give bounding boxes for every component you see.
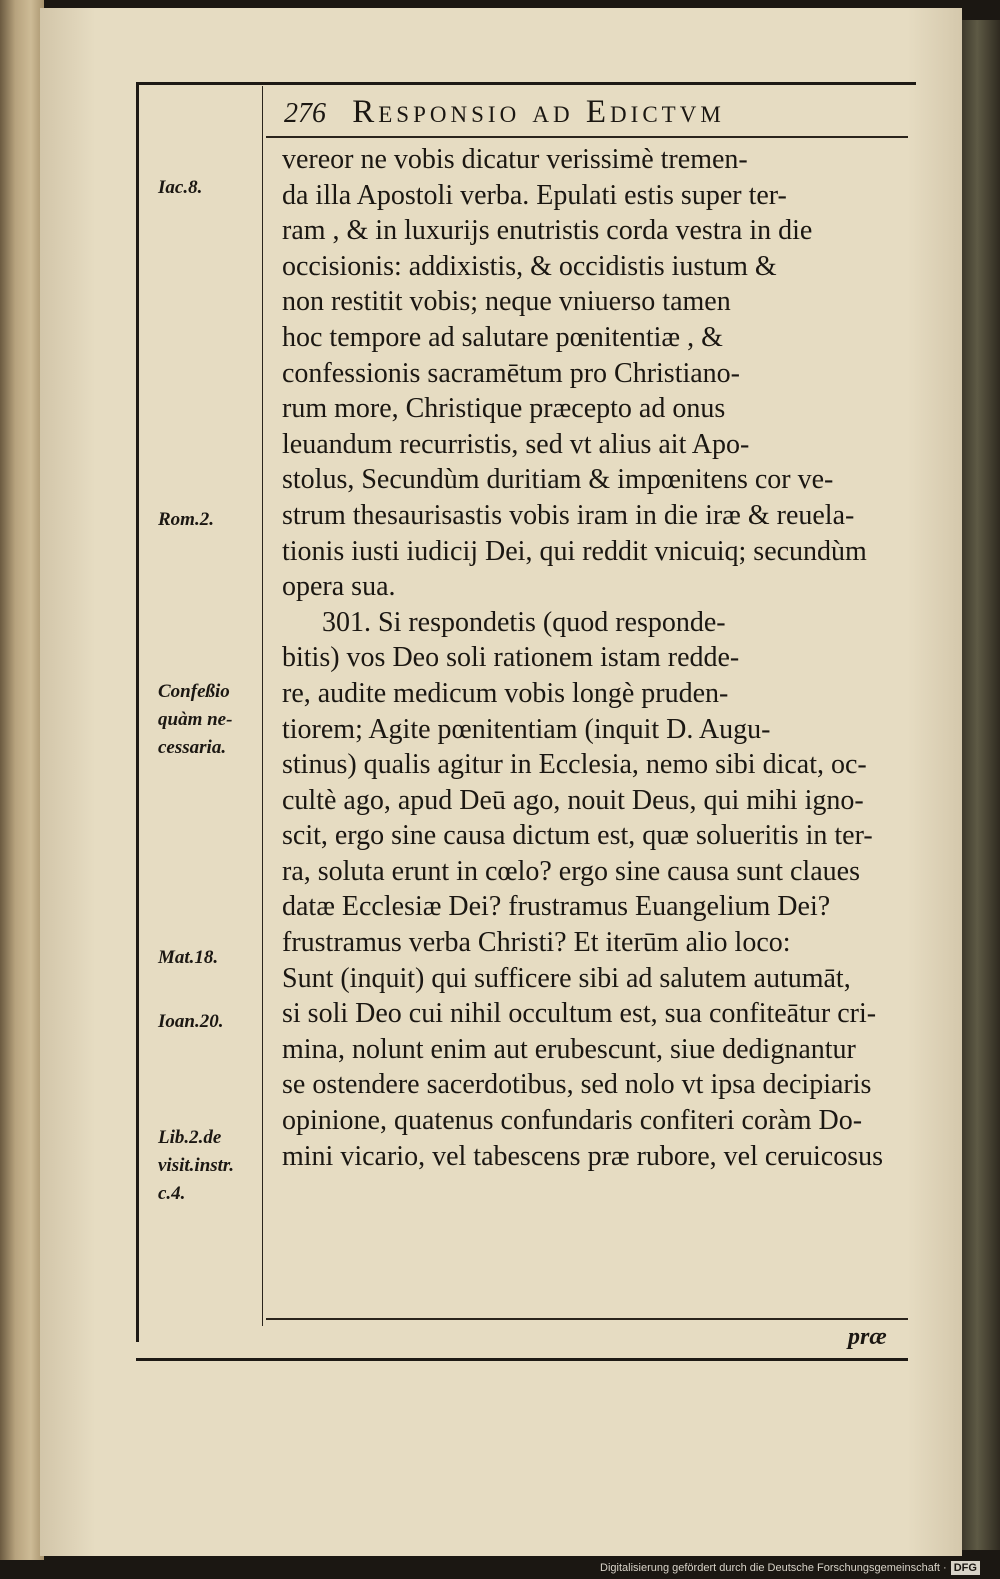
footer-text: Digitalisierung gefördert durch die Deutsche Forschungsgemeinschaft ·	[600, 1562, 947, 1574]
text-line: cultè ago, apud Deū ago, nouit Deus, qui mihi igno-	[282, 784, 864, 816]
frame-rule-left	[136, 82, 139, 1342]
text-line: re, audite medicum vobis longè pruden-	[282, 677, 729, 709]
book-edge	[0, 0, 44, 1560]
text-line: opinione, quatenus confundaris confiteri coràm Do-	[282, 1105, 863, 1137]
text-line: hoc tempore ad salutare pœnitentiæ , &	[282, 321, 723, 353]
text-line: ram , & in luxurijs enutristis corda vestra in die	[282, 215, 813, 247]
margin-note: cessaria.	[158, 737, 227, 758]
text-line: stinus) qualis agitur in Ecclesia, nemo sibi dicat, oc-	[282, 749, 867, 781]
margin-note: Rom.2.	[158, 509, 214, 530]
running-title: Responsio ad Edictvm	[352, 94, 725, 130]
text-line: confessionis sacramētum pro Christiano-	[282, 357, 741, 389]
margin-note: Mat.18.	[158, 947, 219, 968]
catchword: præ	[848, 1324, 887, 1350]
paragraph-301-start: 301. Si respondetis (quod responde-	[322, 606, 726, 638]
text-line: tionis iusti iudicij Dei, qui reddit vnicuiq; secundùm	[282, 535, 867, 567]
text-line: leuandum recurristis, sed vt alius ait Apo-	[282, 428, 750, 460]
text-line: mina, nolunt enim aut erubescunt, siue dedignantur	[282, 1033, 856, 1065]
text-line: opera sua.	[282, 571, 396, 603]
text-line: se ostendere sacerdotibus, sed nolo vt ipsa decipiaris	[282, 1069, 872, 1101]
text-line: mini vicario, vel tabescens præ rubore, vel ceruicosus	[282, 1140, 884, 1172]
dfg-badge: DFG	[951, 1561, 980, 1575]
running-head	[284, 92, 904, 132]
binding-strip	[962, 20, 1000, 1550]
text-line: ra, soluta erunt in cœlo? ergo sine causa sunt claues	[282, 855, 860, 887]
frame-rule-top	[136, 82, 916, 85]
text-line: bitis) vos Deo soli rationem istam redde-	[282, 642, 740, 674]
text-line: strum thesaurisastis vobis iram in die iræ & reuela-	[282, 499, 855, 531]
text-line: vereor ne vobis dicatur verissimè tremen-	[282, 144, 748, 175]
text-line: rum more, Christique præcepto ad onus	[282, 393, 726, 425]
page-number: 276	[284, 98, 326, 129]
margin-note: quàm ne-	[158, 709, 233, 730]
text-line: stolus, Secundùm duritiam & impœnitens cor ve-	[282, 464, 834, 496]
margin-note: Ioan.20.	[158, 1011, 224, 1032]
text-line: Sunt (inquit) qui sufficere sibi ad salutem autumāt,	[282, 962, 851, 994]
margin-note: visit.instr.	[158, 1155, 235, 1176]
frame-rule-bottom	[136, 1358, 908, 1361]
footer-rule	[266, 1318, 908, 1320]
body-text	[282, 142, 910, 1174]
text-line: tiorem; Agite pœnitentiam (inquit D. Augu-	[282, 713, 771, 745]
digitization-footer	[600, 1558, 1000, 1578]
text-line: frustramus verba Christi? Et iterūm alio loco:	[282, 927, 791, 959]
header-rule	[266, 136, 908, 138]
text-line: occisionis: addixistis, & occidistis iustum &	[282, 250, 777, 282]
margin-note: Iac.8.	[158, 177, 203, 198]
text-line: non restitit vobis; neque vniuerso tamen	[282, 286, 731, 318]
margin-note: Lib.2.de	[158, 1127, 222, 1148]
text-line: da illa Apostoli verba. Epulati estis super ter-	[282, 179, 787, 211]
margin-note: c.4.	[158, 1183, 186, 1204]
text-line: si soli Deo cui nihil occultum est, sua confiteātur cri-	[282, 998, 877, 1030]
margin-note: Confeßio	[158, 681, 230, 702]
text-line: scit, ergo sine causa dictum est, quæ solueritis in ter-	[282, 820, 873, 852]
text-line: datæ Ecclesiæ Dei? frustramus Euangelium Dei?	[282, 891, 831, 923]
